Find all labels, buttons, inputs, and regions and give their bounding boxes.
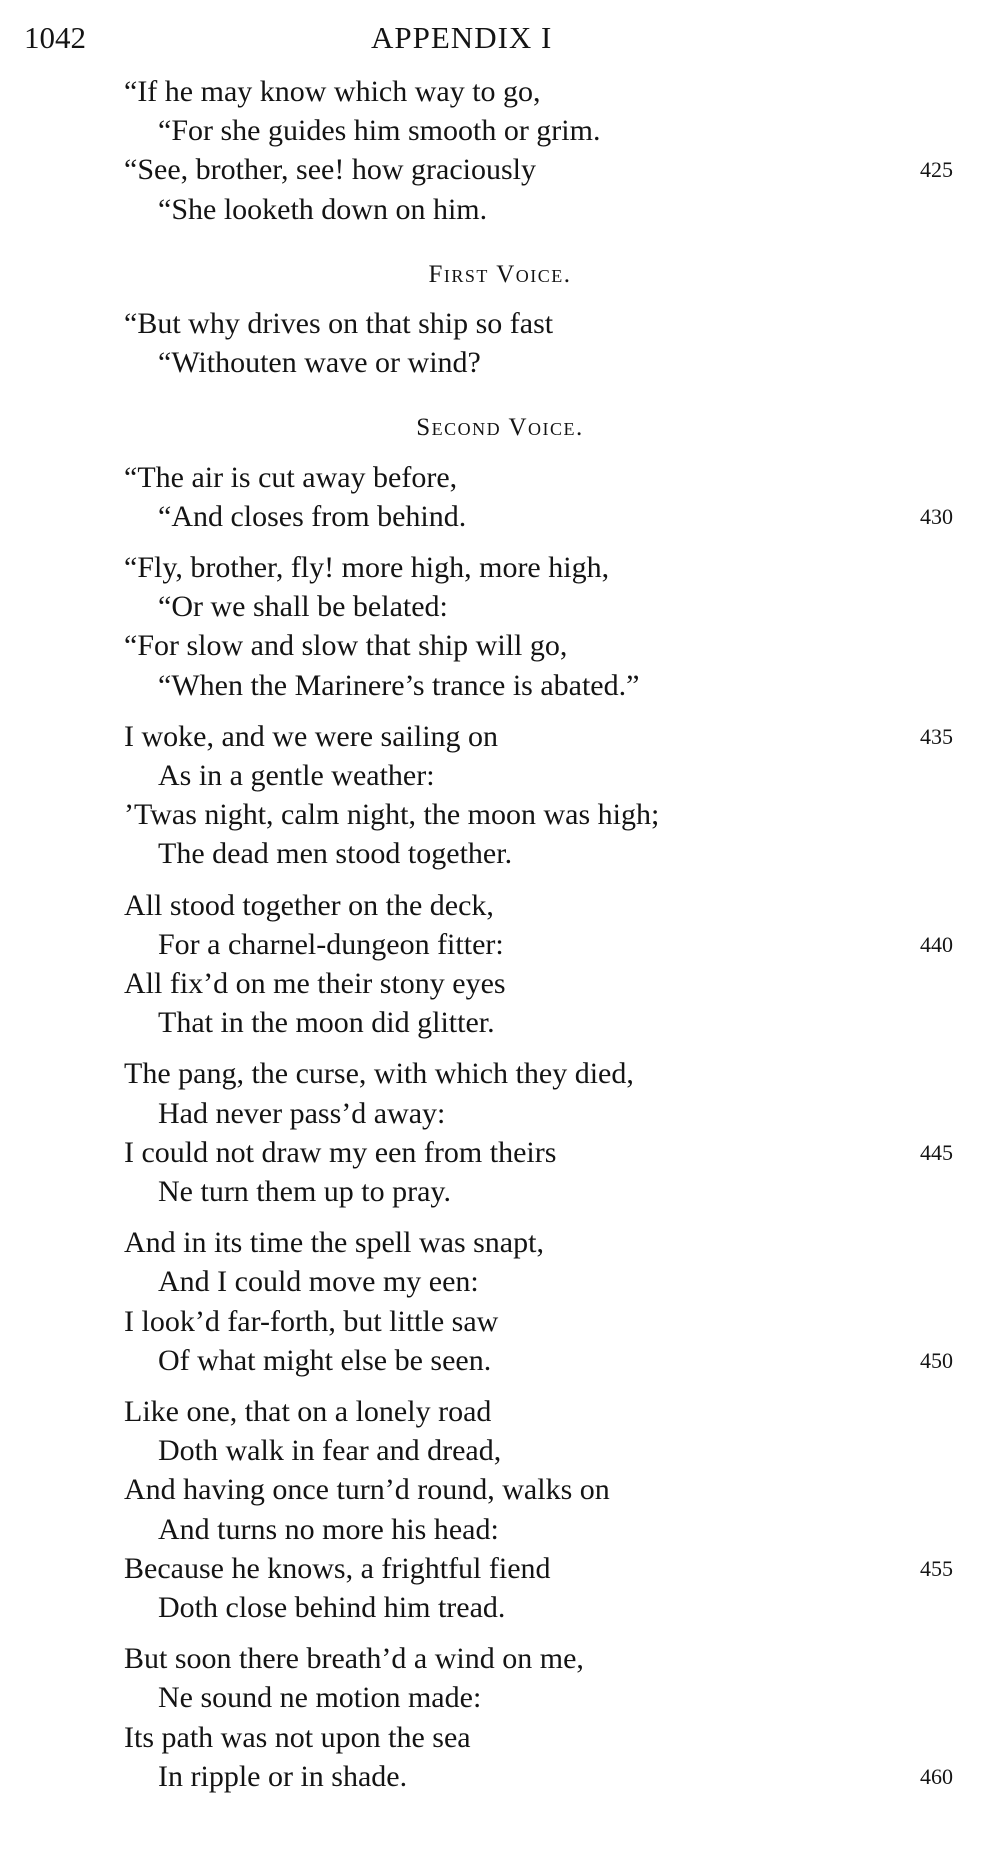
- verse-line: “But why drives on that ship so fast: [124, 307, 554, 340]
- verse-line: I woke, and we were sailing on: [124, 719, 499, 753]
- verse-line: All fix’d on me their stony eyes: [124, 967, 506, 1000]
- verse-line: “If he may know which way to go,: [124, 75, 541, 108]
- verse-line: In ripple or in shade.: [158, 1759, 408, 1793]
- verse-line: For a charnel-dungeon fitter:: [158, 927, 504, 961]
- verse-line: As in a gentle weather:: [158, 759, 435, 792]
- verse-line: Had never pass’d away:: [158, 1096, 446, 1130]
- page-header: [0, 20, 1000, 60]
- verse-line: That in the moon did glitter.: [158, 1006, 495, 1040]
- verse-line: Of what might else be seen.: [158, 1343, 492, 1377]
- verse-line: And I could move my een:: [158, 1265, 479, 1299]
- verse-line: “Or we shall be belated:: [158, 590, 448, 624]
- verse-line: The dead men stood together.: [158, 837, 513, 871]
- page-number: 1042: [24, 20, 86, 55]
- verse-line: “The air is cut away before,: [124, 460, 458, 494]
- line-number: 440: [920, 931, 953, 957]
- verse-line: ’Twas night, calm night, the moon was high;: [124, 798, 660, 832]
- verse-line: Ne sound ne motion made:: [158, 1681, 482, 1715]
- verse-line: “And closes from behind.: [158, 499, 467, 533]
- verse-line: I look’d far-forth, but little saw: [124, 1304, 499, 1338]
- verse-line: Doth walk in fear and dread,: [158, 1434, 502, 1468]
- line-number: 450: [920, 1347, 953, 1373]
- line-number: 445: [920, 1139, 953, 1165]
- line-number: 435: [920, 723, 953, 749]
- line-number: 455: [920, 1555, 953, 1581]
- verse-line: “Withouten wave or wind?: [158, 346, 481, 380]
- running-head: APPENDIX I: [371, 20, 553, 55]
- verse-line: “For slow and slow that ship will go,: [124, 629, 568, 663]
- voice-heading: First Voice.: [428, 260, 572, 288]
- line-number: 460: [920, 1763, 953, 1789]
- verse-line: “When the Marinere’s trance is abated.”: [158, 668, 640, 702]
- verse-line: But soon there breath’d a wind on me,: [124, 1642, 584, 1676]
- verse-line: Its path was not upon the sea: [124, 1720, 471, 1754]
- line-number: 425: [920, 157, 953, 183]
- verse-line: “She looketh down on him.: [158, 192, 488, 226]
- verse-line: “Fly, brother, fly! more high, more high,: [124, 551, 610, 584]
- verse-line: The pang, the curse, with which they died,: [124, 1057, 634, 1091]
- verse-line: “See, brother, see! how graciously: [124, 153, 536, 187]
- verse-line: Doth close behind him tread.: [158, 1591, 506, 1624]
- verse-line: And in its time the spell was snapt,: [124, 1226, 544, 1260]
- verse-line: Like one, that on a lonely road: [124, 1395, 492, 1428]
- verse-line: Ne turn them up to pray.: [158, 1175, 451, 1208]
- voice-heading: Second Voice.: [416, 414, 584, 442]
- verse-line: And having once turn’d round, walks on: [124, 1473, 610, 1507]
- verse-line: All stood together on the deck,: [124, 888, 494, 922]
- verse-line: I could not draw my een from theirs: [124, 1135, 557, 1169]
- line-number: 430: [920, 503, 953, 529]
- verse-line: And turns no more his head:: [158, 1512, 499, 1546]
- verse-line: Because he knows, a frightful fiend: [124, 1551, 551, 1585]
- verse-line: “For she guides him smooth or grim.: [158, 114, 601, 148]
